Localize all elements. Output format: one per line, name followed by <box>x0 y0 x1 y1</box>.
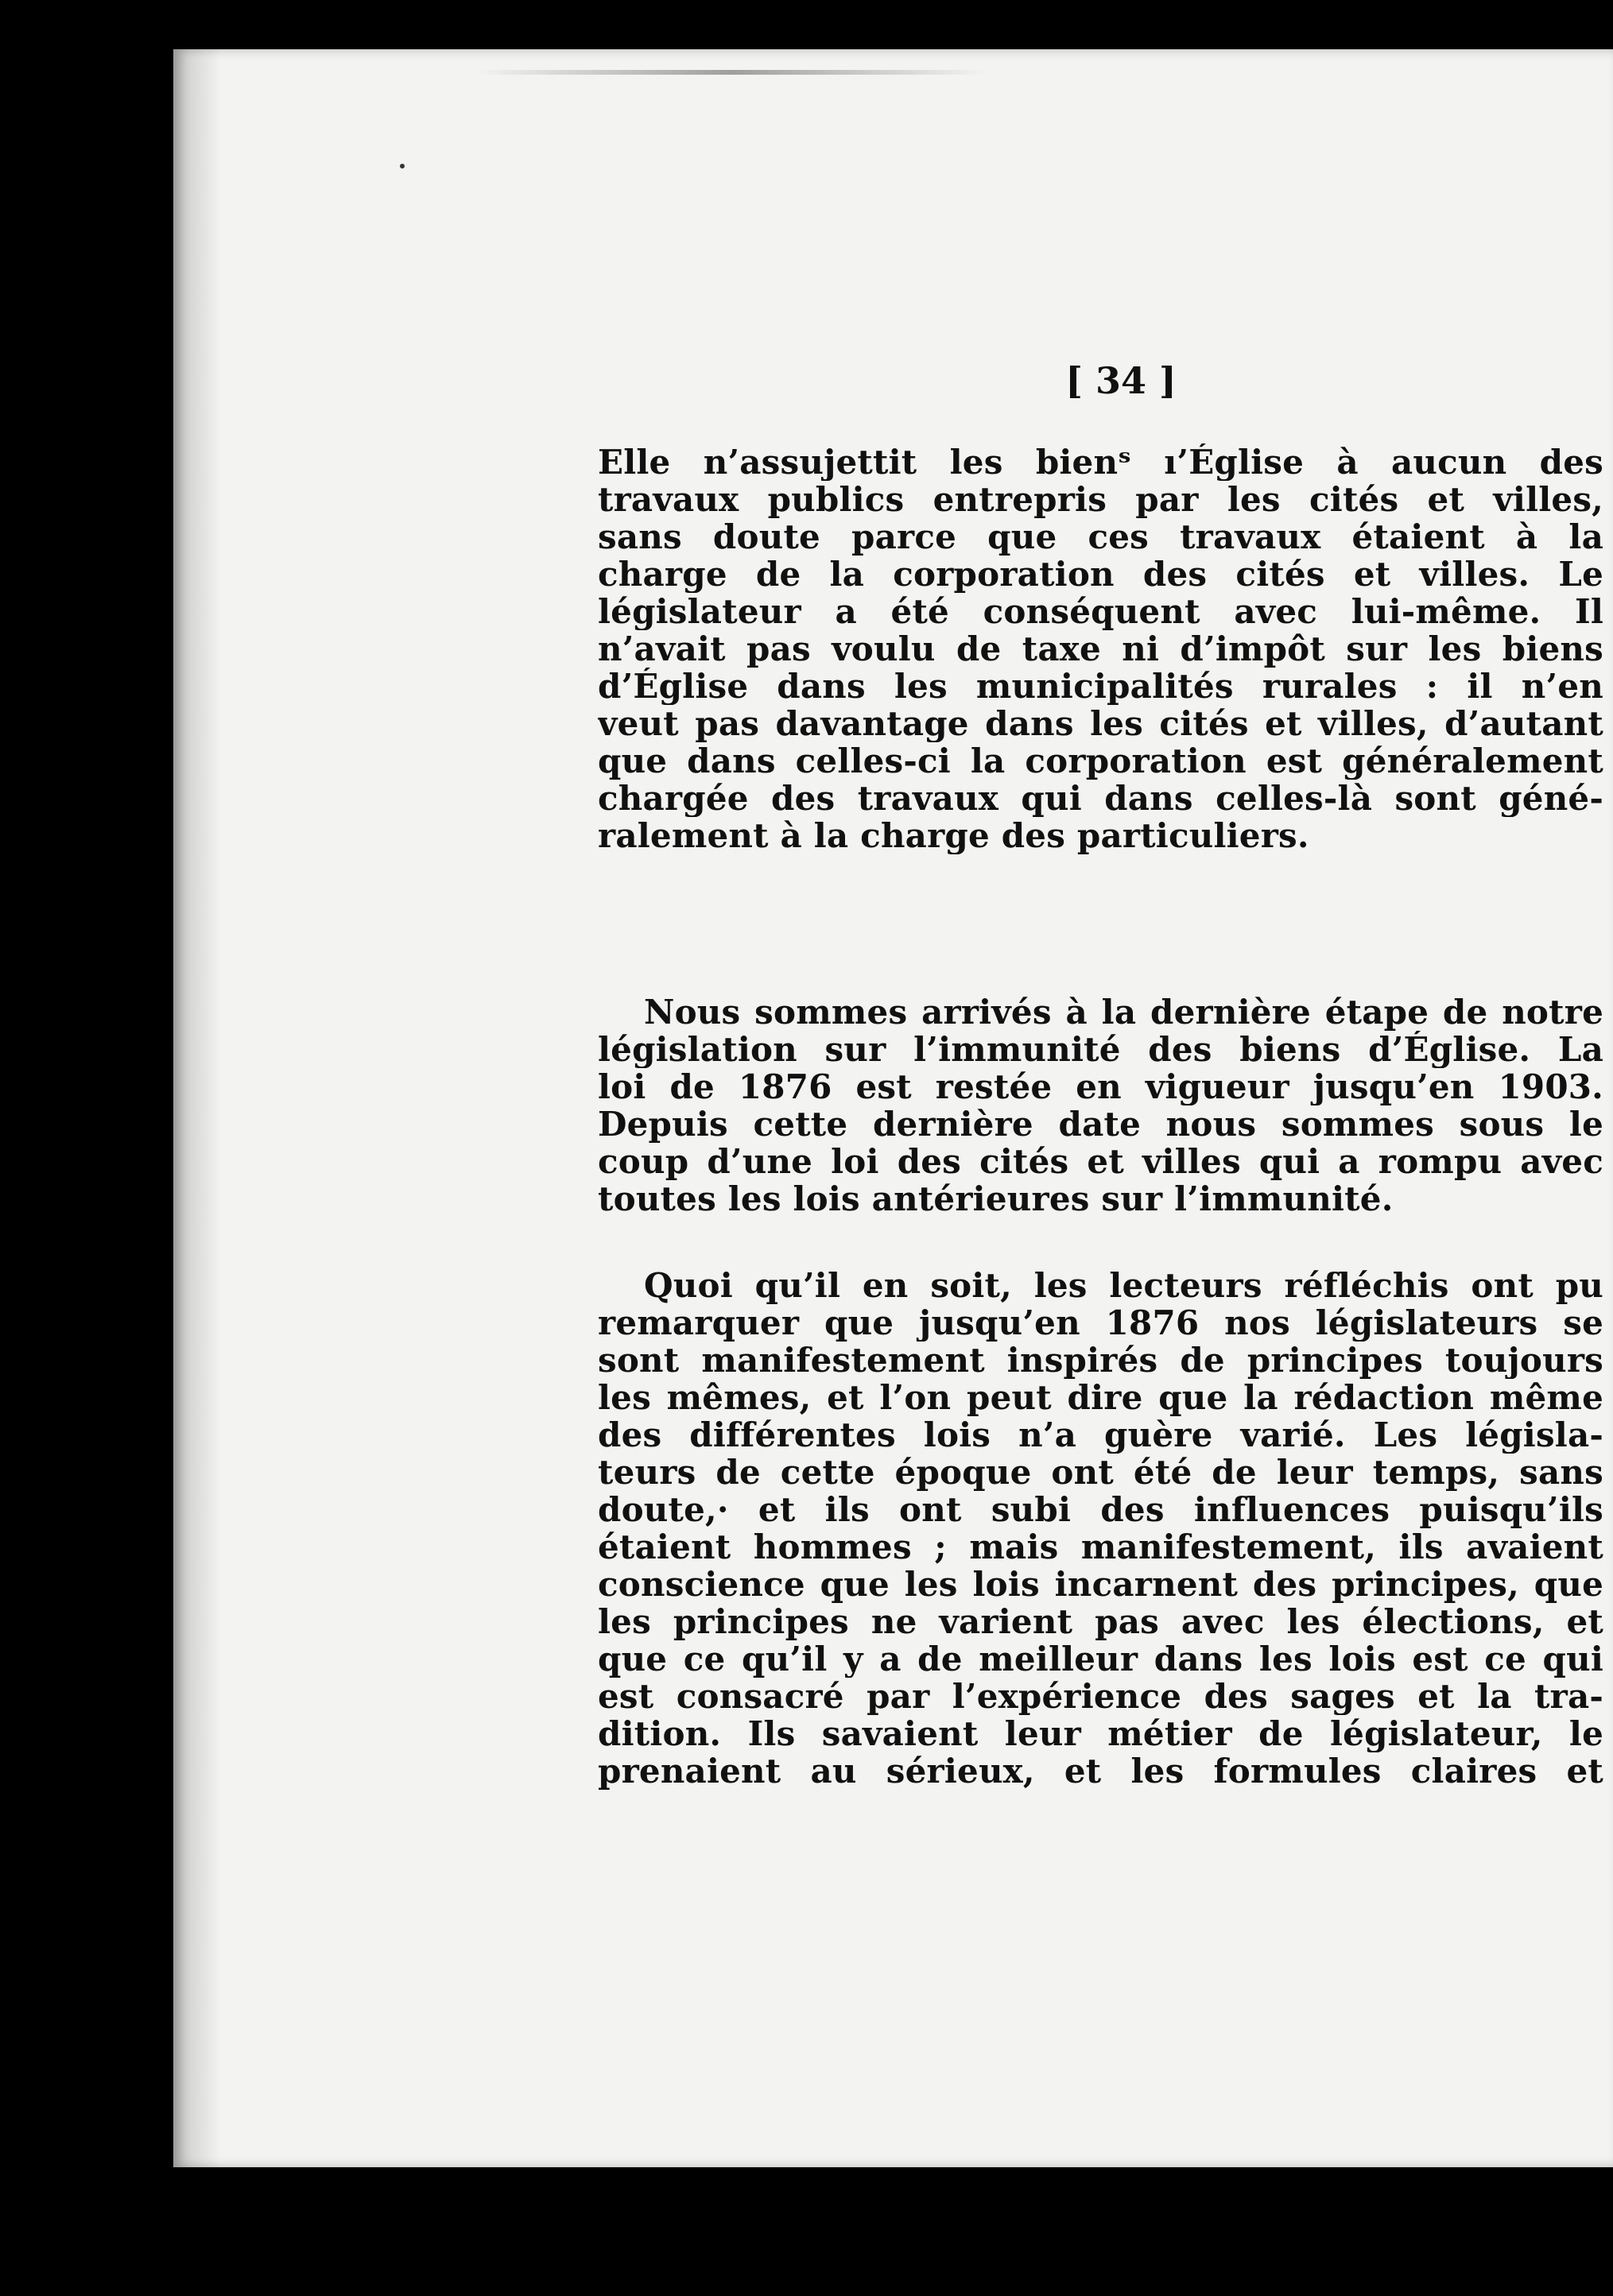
dust-speck <box>400 164 405 168</box>
paragraph-3 <box>598 1267 1603 1790</box>
page-number: [ 34 ] <box>1065 359 1177 402</box>
text-line: est consacré par l’expérience des sages et la tra- <box>598 1678 1603 1715</box>
text-line: ralement à la charge des particuliers. <box>598 817 1309 854</box>
text-line: les principes ne varient pas avec les élections, et <box>598 1603 1603 1640</box>
text-line: remarquer que jusqu’en 1876 nos législateurs se <box>598 1304 1603 1342</box>
text-line: doute,· et ils ont subi des influences puisqu’ils <box>598 1491 1603 1528</box>
paragraph-2 <box>598 993 1603 1218</box>
text-line: chargée des travaux qui dans celles-là sont géné- <box>598 780 1603 817</box>
paragraph-1 <box>598 443 1603 854</box>
text-line: d’Église dans les municipalités rurales : il n’en <box>598 668 1603 705</box>
text-line: sans doute parce que ces travaux étaient à la <box>598 518 1603 556</box>
text-line: veut pas davantage dans les cités et villes, d’autant <box>598 705 1603 742</box>
text-line: charge de la corporation des cités et villes. Le <box>598 556 1603 593</box>
text-line: législation sur l’immunité des biens d’Église. La <box>598 1031 1603 1068</box>
text-line: que ce qu’il y a de meilleur dans les lois est ce qui <box>598 1640 1603 1678</box>
text-line: teurs de cette époque ont été de leur temps, sans <box>598 1454 1603 1491</box>
text-line: prenaient au sérieux, et les formules claires et <box>598 1752 1603 1790</box>
text-line: dition. Ils savaient leur métier de législateur, le <box>598 1715 1603 1752</box>
text-line: les mêmes, et l’on peut dire que la rédaction même <box>598 1379 1603 1416</box>
text-line: travaux publics entrepris par les cités et villes, <box>598 481 1603 518</box>
text-line: toutes les lois antérieures sur l’immunité. <box>598 1180 1394 1218</box>
text-line: coup d’une loi des cités et villes qui a rompu avec <box>598 1143 1603 1180</box>
text-line: conscience que les lois incarnent des principes, que <box>598 1566 1603 1603</box>
page-shadow-edge <box>173 49 221 2167</box>
text-line: des différentes lois n’a guère varié. Les législa- <box>598 1416 1603 1454</box>
text-line: étaient hommes ; mais manifestement, ils avaient <box>598 1528 1603 1566</box>
text-line: n’avait pas voulu de taxe ni d’impôt sur les biens <box>598 630 1603 668</box>
text-line: législateur a été conséquent avec lui-même. Il <box>598 593 1603 630</box>
text-line: sont manifestement inspirés de principes toujours <box>598 1342 1603 1379</box>
text-line: Quoi qu’il en soit, les lecteurs réfléchis ont pu <box>644 1267 1603 1304</box>
text-line: Depuis cette dernière date nous sommes sous le <box>598 1105 1603 1143</box>
text-line: Elle n’assujettit les bienˢ ı’Église à aucun des <box>598 443 1603 481</box>
text-line: loi de 1876 est restée en vigueur jusqu’en 1903. <box>598 1068 1603 1105</box>
text-line: que dans celles-ci la corporation est généralement <box>598 742 1603 780</box>
text-line: Nous sommes arrivés à la dernière étape de notre <box>644 993 1603 1031</box>
scan-smudge <box>477 70 986 75</box>
